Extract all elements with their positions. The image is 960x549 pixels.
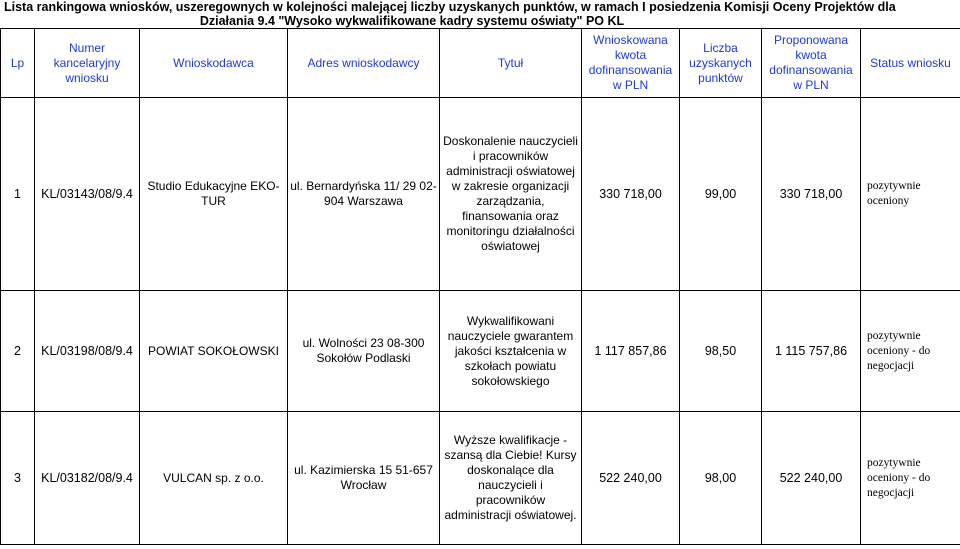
cell-wnioskowana: 522 240,00: [582, 412, 680, 545]
col-header-proponowana: Proponowana kwota dofinansowania w PLN: [762, 29, 861, 98]
col-header-punkty: Liczba uzyskanych punktów: [680, 29, 762, 98]
col-header-numer: Numer kancelaryjny wniosku: [35, 29, 140, 98]
cell-wnioskodawca: POWIAT SOKOŁOWSKI: [140, 291, 288, 412]
col-header-status: Status wniosku: [861, 29, 960, 98]
cell-adres: ul. Kazimierska 15 51-657 Wrocław: [288, 412, 440, 545]
cell-proponowana: 1 115 757,86: [762, 291, 861, 412]
table-row: [1, 98, 960, 291]
cell-wnioskowana: 1 117 857,86: [582, 291, 680, 412]
cell-lp: 2: [1, 291, 35, 412]
cell-adres: ul. Wolności 23 08-300 Sokołów Podlaski: [288, 291, 440, 412]
cell-numer: KL/03143/08/9.4: [35, 98, 140, 291]
col-header-wnioskowana: Wnioskowana kwota dofinansowania w PLN: [582, 29, 680, 98]
cell-lp: 3: [1, 412, 35, 545]
cell-punkty: 98,50: [680, 291, 762, 412]
col-header-tytul: Tytuł: [440, 29, 582, 98]
col-header-lp: Lp: [1, 29, 35, 98]
cell-status: pozytywnie oceniony - do negocjacji: [861, 412, 960, 545]
cell-numer: KL/03198/08/9.4: [35, 291, 140, 412]
cell-numer: KL/03182/08/9.4: [35, 412, 140, 545]
title-line-1: Lista rankingowa wniosków, uszeregownych w kolejności malejącej liczby uzyskanych punktów, w ramach I posiedzenia Komisji Oceny Projektów dla: [4, 0, 896, 14]
table-row: [1, 291, 960, 412]
cell-tytul: Wyższe kwalifikacje - szansą dla Ciebie! Kursy doskonalące dla nauczycieli i pracowników administracji oświatowej.: [440, 412, 582, 545]
cell-tytul: Wykwalifikowani nauczyciele gwarantem jakości kształcenia w szkołach powiatu sokołowskiego: [440, 291, 582, 412]
cell-proponowana: 522 240,00: [762, 412, 861, 545]
cell-adres: ul. Bernardyńska 11/ 29 02-904 Warszawa: [288, 98, 440, 291]
cell-punkty: 98,00: [680, 412, 762, 545]
cell-lp: 1: [1, 98, 35, 291]
ranking-table: [0, 28, 960, 545]
table-row: [1, 412, 960, 545]
cell-wnioskowana: 330 718,00: [582, 98, 680, 291]
cell-status: pozytywnie oceniony - do negocjacji: [861, 291, 960, 412]
col-header-adres: Adres wnioskodawcy: [288, 29, 440, 98]
col-header-wnioskodawca: Wnioskodawca: [140, 29, 288, 98]
cell-status: pozytywnie oceniony: [861, 98, 960, 291]
document-title: [0, 0, 960, 28]
cell-proponowana: 330 718,00: [762, 98, 861, 291]
cell-wnioskodawca: Studio Edukacyjne EKO-TUR: [140, 98, 288, 291]
cell-punkty: 99,00: [680, 98, 762, 291]
cell-tytul: Doskonalenie nauczycieli i pracowników administracji oświatowej w zakresie organizacji zarządzania, finansowania oraz monitoringu działalności oświatowej: [440, 98, 582, 291]
table-header-row: [1, 29, 960, 98]
cell-wnioskodawca: VULCAN sp. z o.o.: [140, 412, 288, 545]
title-line-2: Działania 9.4 "Wysoko wykwalifikowane kadry systemu oświaty" PO KL: [199, 14, 625, 28]
